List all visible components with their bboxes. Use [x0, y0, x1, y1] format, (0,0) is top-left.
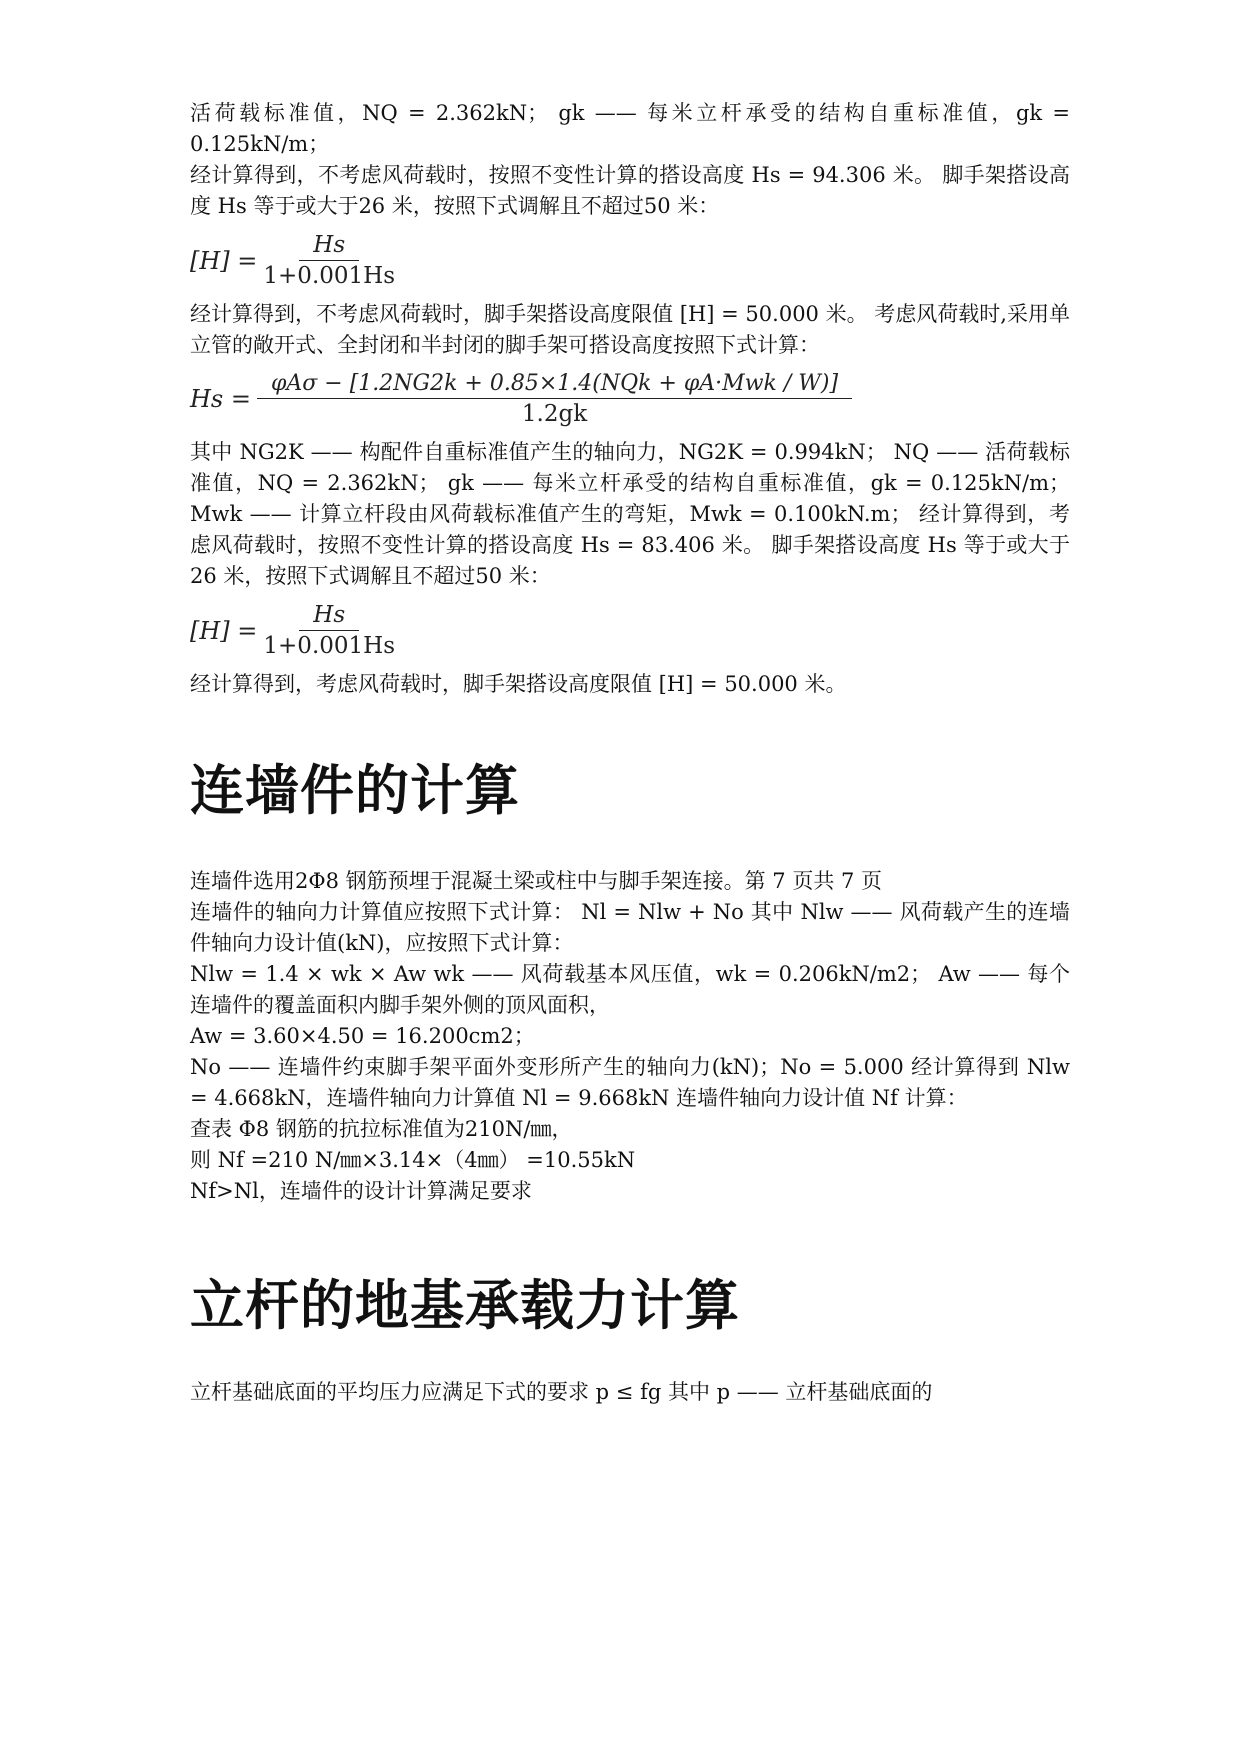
paragraph-live-load: 活荷载标准值，NQ = 2.362kN； gk —— 每米立杆承受的结构自重标准值，gk = 0.125kN/m； — [190, 101, 1070, 156]
paragraph-wind-parameters: 其中 NG2K —— 构配件自重标准值产生的轴向力，NG2K = 0.994kN； NQ —— 活荷载标准值，NQ = 2.362kN； gk —— 每米立杆承受的结构自重标准值，gk = 0.125kN/m； Mwk —— 计算立杆段由风荷载标准值产生的弯矩，Mwk = 0.100kN.m； 经计算得到，考虑风荷载时，按照不变性计算的搭设高度 Hs = 83.406 米。 脚手架搭设高度 Hs 等于或大于26 米，按照下式调解且不超过50 米： — [190, 440, 1070, 588]
formula-denominator: 1+0.001Hs — [263, 633, 396, 659]
paragraph-height-no-wind: 经计算得到，不考虑风荷载时，按照不变性计算的搭设高度 Hs = 94.306 米。 脚手架搭设高度 Hs 等于或大于26 米，按照下式调解且不超过50 米： — [190, 163, 1070, 218]
formula-height-limit-2 — [190, 602, 1070, 659]
formula-denominator: 1+0.001Hs — [263, 263, 396, 289]
section-heading-foundation: 立杆的地基承载力计算 — [190, 1274, 740, 1337]
wall-tie-line: Aw = 3.60×4.50 = 16.200cm2； — [190, 1024, 535, 1048]
paragraph-limit-with-wind: 经计算得到，考虑风荷载时，脚手架搭设高度限值 [H] = 50.000 米。 — [190, 672, 847, 696]
document-page — [190, 98, 1070, 1408]
formula-lhs: [H] = — [190, 246, 258, 275]
wall-tie-line: 连墙件选用2Φ8 钢筋预埋于混凝土梁或柱中与脚手架连接。第 7 页共 7 页 — [190, 869, 883, 893]
formula-numerator: Hs — [299, 232, 359, 261]
wall-tie-line: No —— 连墙件约束脚手架平面外变形所产生的轴向力(kN)；No = 5.000 经计算得到 Nlw = 4.668kN，连墙件轴向力计算值 Nl = 9.668kN 连墙件轴向力设计值 Nf 计算： — [190, 1055, 1070, 1110]
wall-tie-line: 则 Nf =210 N/㎜×3.14×（4㎜） =10.55kN — [190, 1148, 636, 1172]
paragraph-limit-no-wind: 经计算得到，不考虑风荷载时，脚手架搭设高度限值 [H] = 50.000 米。 考虑风荷载时,采用单立管的敞开式、全封闭和半封闭的脚手架可搭设高度按照下式计算： — [190, 302, 1070, 357]
formula-lhs: Hs = — [190, 385, 251, 413]
section-heading-wall-tie: 连墙件的计算 — [190, 759, 520, 822]
wall-tie-line: Nf>Nl，连墙件的设计计算满足要求 — [190, 1179, 532, 1203]
wall-tie-line: Nlw = 1.4 × wk × Aw wk —— 风荷载基本风压值，wk = 0.206kN/m2； Aw —— 每个连墙件的覆盖面积内脚手架外侧的顶风面积， — [190, 962, 1070, 1017]
formula-height-with-wind — [190, 371, 1070, 427]
foundation-line: 立杆基础底面的平均压力应满足下式的要求 p ≤ fg 其中 p —— 立杆基础底面的 — [190, 1380, 933, 1404]
wall-tie-line: 查表 Φ8 钢筋的抗拉标准值为210N/㎜， — [190, 1117, 573, 1141]
formula-height-limit — [190, 232, 1070, 289]
wall-tie-line: 连墙件的轴向力计算值应按照下式计算： Nl = Nlw + No 其中 Nlw —— 风荷载产生的连墙件轴向力设计值(kN)，应按照下式计算： — [190, 900, 1070, 955]
formula-numerator: φAσ − [1.2NG2k + 0.85×1.4(NQk + φA·Mwk / W)] — [257, 371, 852, 399]
formula-numerator: Hs — [299, 602, 359, 631]
formula-denominator: 1.2gk — [521, 401, 588, 427]
formula-lhs: [H] = — [190, 616, 258, 645]
